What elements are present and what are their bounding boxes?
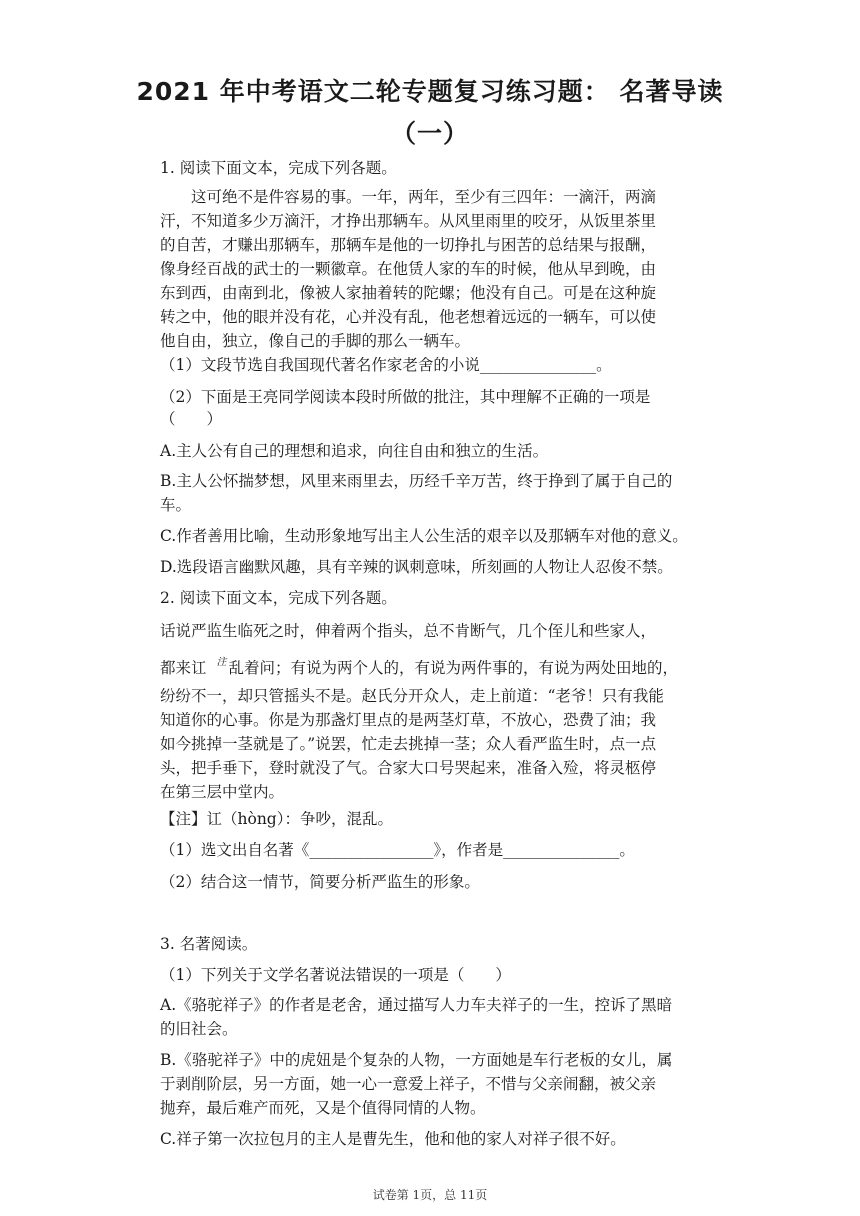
q1-passage-line: 转之中，他的眼并没有花，心并没有乱，他老想着远远的一辆车，可以使 (160, 308, 657, 326)
q2-subquestion-2: （2）结合这一情节，简要分析严监生的形象。 (160, 873, 480, 891)
footnote-marker: 注 (216, 657, 227, 668)
document-title-line2: （一） (390, 119, 469, 148)
q2-passage-line: 话说严监生临死之时，伸着两个指头，总不肯断气，几个侄儿和些家人， (160, 622, 657, 640)
q1-option-b-line2: 车。 (160, 496, 192, 514)
q3-option-b-line: 抛弃，最后难产而死，又是个值得同情的人物。 (160, 1099, 486, 1117)
q1-subquestion-2-line1: （2）下面是王亮同学阅读本段时所做的批注，其中理解不正确的一项是 (160, 388, 651, 406)
q1-passage-line: 这可绝不是件容易的事。一年，两年，至少有三四年：一滴汗，两滴 (191, 188, 657, 206)
q1-subquestion-1: （1）文段节选自我国现代著名作家老舍的小说_______________。 (160, 356, 612, 374)
q1-passage-line: 汗，不知道多少万滴汗，才挣出那辆车。从风里雨里的咬牙，从饭里茶里 (160, 212, 657, 230)
q2-passage-line: 在第三层中堂内。 (160, 783, 285, 801)
q1-option-c: C.作者善用比喻，生动形象地写出主人公生活的艰辛以及那辆车对他的意义。 (160, 527, 688, 545)
q1-passage-line: 的自苦，才赚出那辆车，那辆车是他的一切挣扎与困苦的总结果与报酬， (160, 236, 657, 254)
page-footer: 试卷第 1页，总 11页 (372, 1188, 488, 1202)
q2-subquestion-1: （1）选文出自名著《________________》，作者是_______________。 (160, 841, 635, 859)
q3-option-b-line: B.《骆驼祥子》中的虎妞是个复杂的人物，一方面她是车行老板的女儿，属 (160, 1051, 673, 1069)
q2-passage-text: 乱着问；有说为两个人的，有说为两件事的，有说为两处田地的， (228, 659, 679, 677)
q2-passage-text: 都来讧 (160, 659, 207, 677)
q3-option-a-line1: A.《骆驼祥子》的作者是老舍，通过描写人力车夫祥子的一生，控诉了黑暗 (160, 996, 673, 1014)
q1-option-a: A.主人公有自己的理想和追求，向往自由和独立的生活。 (160, 442, 549, 460)
q1-passage-line: 他自由，独立，像自己的手脚的那么一辆车。 (160, 332, 471, 350)
q1-passage-line: 像身经百战的武士的一颗徽章。在他赁人家的车的时候，他从早到晚，由 (160, 260, 657, 278)
q1-option-b-line1: B.主人公怀揣梦想，风里来雨里去，历经千辛万苦，终于挣到了属于自己的 (160, 472, 673, 490)
q3-option-b-line: 于剥削阶层，另一方面，她一心一意爱上祥子，不惜与父亲闹翻，被父亲 (160, 1075, 657, 1093)
q2-passage-line: 头，把手垂下，登时就没了气。合家大口号哭起来，准备入殓，将灵柩停 (160, 759, 657, 777)
q3-option-c: C.祥子第一次拉包月的主人是曹先生，他和他的家人对祥子很不好。 (160, 1130, 626, 1148)
q2-passage-line: 知道你的心事。你是为那盏灯里点的是两茎灯草，不放心，恐费了油；我 (160, 711, 657, 729)
document-title-line1: 2021 年中考语文二轮专题复习练习题： 名著导读 (136, 77, 724, 106)
q2-passage-line: 纷纷不一，却只管摇头不是。赵氏分开众人，走上前道：“老爷！只有我能 (160, 687, 664, 705)
q3-subquestion-1: （1）下列关于文学名著说法错误的一项是（ ） (160, 966, 511, 984)
q2-note: 【注】讧（hòng）：争吵，混乱。 (160, 810, 393, 828)
q1-heading: 1. 阅读下面文本，完成下列各题。 (160, 159, 397, 177)
q1-passage-line: 东到西，由南到北，像被人家抽着转的陀螺；他没有自己。可是在这种旋 (160, 284, 657, 302)
q2-passage-line (160, 652, 740, 679)
q2-heading: 2. 阅读下面文本，完成下列各题。 (160, 589, 397, 607)
q2-passage-line: 如今挑掉一茎就是了。”说罢，忙走去挑掉一茎；众人看严监生时，点一点 (160, 735, 657, 753)
q1-option-d: D.选段语言幽默风趣，具有辛辣的讽刺意味，所刻画的人物让人忍俊不禁。 (160, 558, 673, 576)
q3-heading: 3. 名著阅读。 (160, 935, 258, 953)
q1-subquestion-2-line2: （ ） (160, 410, 223, 428)
q3-option-a-line2: 的旧社会。 (160, 1020, 238, 1038)
